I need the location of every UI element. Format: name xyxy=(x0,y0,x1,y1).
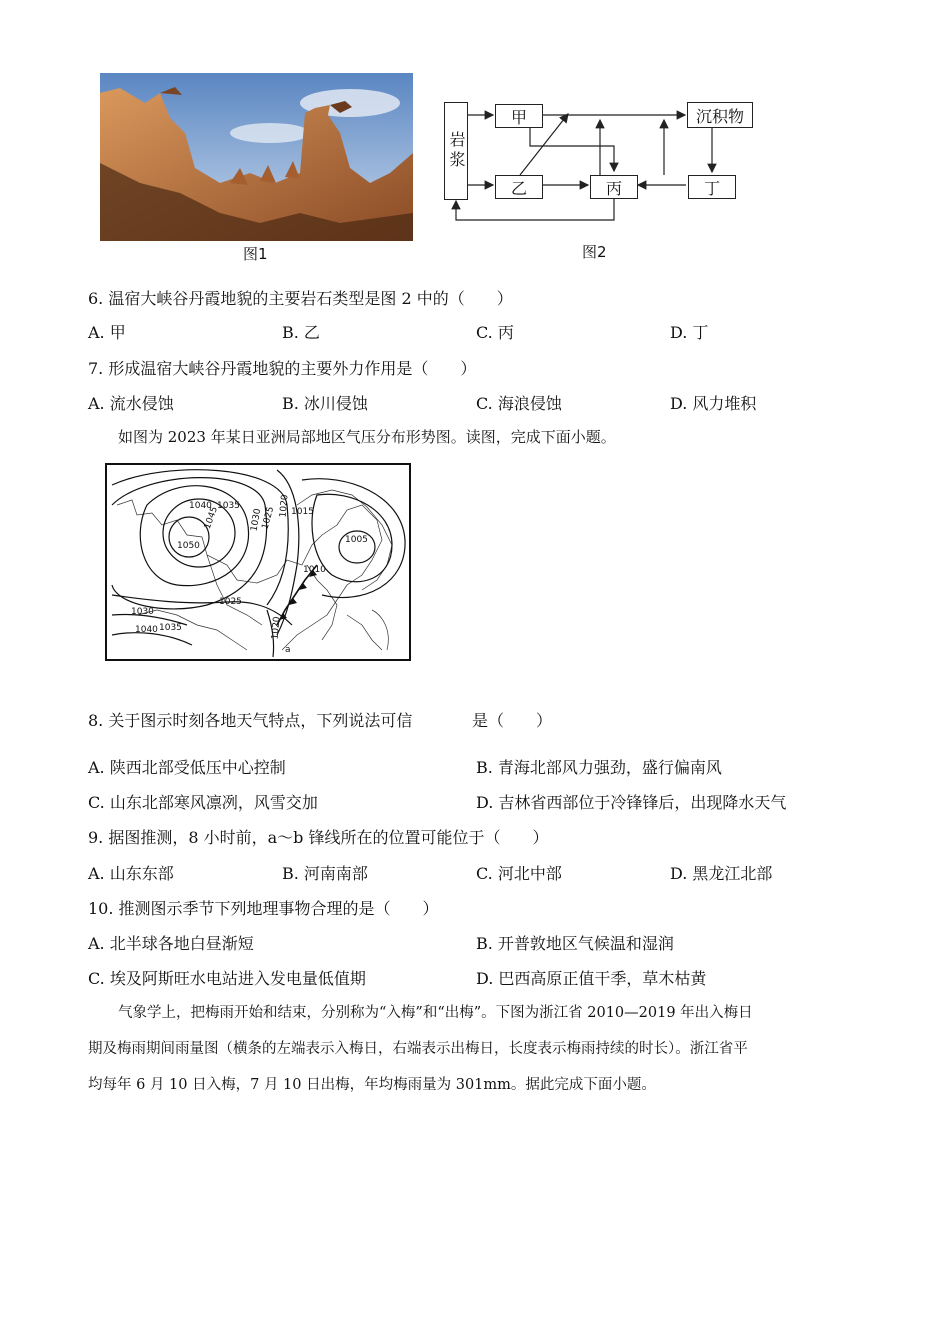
question-6-option-c: C. 丙 xyxy=(476,323,514,342)
figure-1-photo xyxy=(100,73,413,241)
figure-2-caption: 图2 xyxy=(582,243,607,261)
question-8-option-a: A. 陕西北部受低压中心控制 xyxy=(88,758,286,777)
isobar-label-1005: 1005 xyxy=(345,535,368,545)
isobar-label-1030-b: 1030 xyxy=(131,607,154,617)
question-9-option-d: D. 黑龙江北部 xyxy=(670,864,773,883)
node-ding-label: 丁 xyxy=(703,178,720,198)
question-7-option-a: A. 流水侵蚀 xyxy=(88,394,174,413)
question-9-option-c: C. 河北中部 xyxy=(476,864,562,883)
question-8-option-b: B. 青海北部风力强劲，盛行偏南风 xyxy=(476,758,722,777)
question-8-option-c: C. 山东北部寒风凛冽，风雪交加 xyxy=(88,793,318,812)
node-yi-label: 乙 xyxy=(510,178,527,198)
isobar-label-1040-b: 1040 xyxy=(135,625,158,635)
question-10-option-c: C. 埃及阿斯旺水电站进入发电量低值期 xyxy=(88,969,366,988)
question-9-option-b: B. 河南南部 xyxy=(282,864,368,883)
question-10-stem: 10. 推测图示季节下列地理事物合理的是（ ） xyxy=(88,899,439,918)
node-sediment-label: 沉积物 xyxy=(695,106,744,126)
question-8-option-d: D. 吉林省西部位于冷锋锋后，出现降水天气 xyxy=(476,793,787,812)
isobar-label-1020-a: 1020 xyxy=(278,494,291,518)
question-10-option-a: A. 北半球各地白昼渐短 xyxy=(88,934,254,953)
question-6-stem: 6. 温宿大峡谷丹霞地貌的主要岩石类型是图 2 中的（ ） xyxy=(88,289,513,308)
node-yi xyxy=(495,175,543,199)
isobar-label-1030-a: 1030 xyxy=(249,507,264,533)
intro-pressure-map: 如图为 2023 年某日亚洲局部地区气压分布形势图。读图，完成下面小题。 xyxy=(118,428,616,446)
question-10-option-b: B. 开普敦地区气候温和湿润 xyxy=(476,934,674,953)
isobar-label-1010: 1010 xyxy=(303,565,326,575)
question-6-option-b: B. 乙 xyxy=(282,323,320,342)
isobar-label-1025-a: 1025 xyxy=(260,505,277,531)
question-7-stem: 7. 形成温宿大峡谷丹霞地貌的主要外力作用是（ ） xyxy=(88,359,477,378)
isobar-label-1035-b: 1035 xyxy=(159,623,182,633)
question-7-option-c: C. 海浪侵蚀 xyxy=(476,394,562,413)
figure-1-caption: 图1 xyxy=(243,245,268,263)
question-8-stem-part2: 是（ ） xyxy=(472,711,553,730)
magma-box xyxy=(444,102,468,200)
isobar-label-1015: 1015 xyxy=(291,507,314,517)
question-10-option-d: D. 巴西高原正值干季，草木枯黄 xyxy=(476,969,707,988)
pressure-map xyxy=(105,463,411,661)
danxia-photo-illustration xyxy=(100,73,413,241)
question-7-option-d: D. 风力堆积 xyxy=(670,394,757,413)
isobar-label-1040: 1040 xyxy=(189,501,212,511)
node-bing-label: 丙 xyxy=(605,178,622,198)
node-bing xyxy=(590,175,638,199)
magma-label: 岩浆 xyxy=(447,131,466,171)
question-9-stem: 9. 据图推测，8 小时前，a～b 锋线所在的位置可能位于（ ） xyxy=(88,828,549,847)
intro-plum-rain-line3: 均每年 6 月 10 日入梅，7 月 10 日出梅，年均梅雨量为 301mm。据此完成下面小题。 xyxy=(88,1077,656,1093)
node-jia xyxy=(495,104,543,128)
isobar-label-1050: 1050 xyxy=(177,541,200,551)
question-8-stem-part1: 8. 关于图示时刻各地天气特点，下列说法可信 xyxy=(88,711,413,730)
node-sediment xyxy=(687,102,753,128)
isobar-label-1025-b: 1025 xyxy=(219,597,242,607)
question-7-option-b: B. 冰川侵蚀 xyxy=(282,394,368,413)
intro-plum-rain-line2: 期及梅雨期间雨量图（横条的左端表示入梅日，右端表示出梅日，长度表示梅雨持续的时长）。浙江省平 xyxy=(88,1041,748,1057)
question-6-option-a: A. 甲 xyxy=(88,323,126,342)
question-6-option-d: D. 丁 xyxy=(670,323,709,342)
isobar-label-1035: 1035 xyxy=(217,501,240,511)
figure-2-rock-cycle xyxy=(440,98,760,228)
node-ding xyxy=(688,175,736,199)
intro-plum-rain-line1: 气象学上，把梅雨开始和结束，分别称为“入梅”和“出梅”。下图为浙江省 2010—2019 年出入梅日 xyxy=(118,1005,753,1021)
node-jia-label: 甲 xyxy=(510,107,527,127)
isobar-label-1020-b: 1020 xyxy=(270,616,283,640)
isobar-label-1045: 1045 xyxy=(202,505,221,531)
front-label-a: a xyxy=(285,645,291,655)
question-9-option-a: A. 山东东部 xyxy=(88,864,174,883)
